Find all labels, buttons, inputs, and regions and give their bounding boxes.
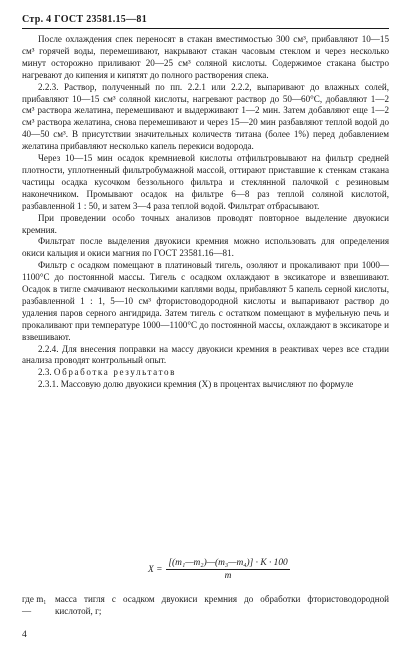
variable-description: масса тигля с осадком двуокиси кремния до обработки фтористоводородной кислотой, г; bbox=[55, 594, 389, 616]
section-number: 2.3. bbox=[38, 367, 54, 378]
formula-lhs: X = bbox=[148, 564, 163, 575]
variable-label: где m₁ — bbox=[22, 594, 47, 616]
section-title: Обработка результатов bbox=[53, 367, 177, 378]
paragraph-precise-analysis: При проведении особо точных анализов проводят повторное выделение двуокиси кремния. bbox=[22, 212, 389, 235]
paragraph-filtrate-use: Фильтрат после выделения двуокиси кремния можно использовать для определения окиси кальция и окиси магния по ГОСТ 23581.16—81. bbox=[22, 236, 389, 259]
page-number: 4 bbox=[22, 630, 27, 640]
formula-numerator: [(m₁—m₂)—(m₃—m₄)] · K · 100 bbox=[168, 558, 288, 568]
formula-fraction bbox=[166, 558, 289, 581]
paragraph-2-3-1: 2.3.1. Массовую долю двуокиси кремния (X) в процентах вычисляют по формуле bbox=[38, 379, 354, 390]
paragraph-spek: После охлаждения спек переносят в стакан вместимостью 300 см³, прибавляют 10—15 см³ горячей воды, перемешивают, накрывают стакан часовым стеклом и через несколько минут осторожно приливают 20—25 см³ соляной кислоты. Содержимое стакана быстро нагревают до кипения и кипятят до полного растворения спека. bbox=[22, 34, 389, 80]
header-rule bbox=[22, 28, 389, 29]
paragraph-2-2-4: 2.2.4. Для внесения поправки на массу двуокиси кремния в реактивах через все стадии анализа проводят контрольный опыт. bbox=[22, 343, 389, 366]
variable-definition bbox=[22, 594, 389, 618]
document-body bbox=[22, 34, 389, 391]
formula bbox=[148, 558, 290, 581]
paragraph-filtration: Через 10—15 мин осадок кремниевой кислоты отфильтровывают на фильтр средней плотности, уплотненный фильтробумажной массой, оттирают приставшие к стенкам стакана частицы осадка кусочком беззольного фильтра и стеклянной палочкой с резиновым наконечником. Промывают осадок на фильтре 6—8 раз теплой соляной кислотой, разбавленной 1 : 50, и затем 3—4 раза теплой водой. Фильтрат отбрасывают. bbox=[22, 153, 389, 211]
section-heading-2-3 bbox=[22, 367, 389, 379]
formula-denominator: m bbox=[224, 571, 232, 581]
paragraph-2-2-3: 2.2.3. Раствор, полученный по пп. 2.2.1 или 2.2.2, выпаривают до влажных солей, прибавляют 10—15 см³ соляной кислоты, нагревают раствор до 50—60°С, добавляют 1—2 см³ раствора желатина, перемешивают и выдерживают 1—2 мин. Затем добавляют еще 1—2 см³ раствора желатина, снова перемешивают и через 15—20 мин разбавляют теплой водой до 40—50 см³. В присутствии значительных количеств титана (более 1%) перед добавлением желатина прибавляют несколько капель перекиси водорода. bbox=[22, 81, 389, 152]
page-header: Стр. 4 ГОСТ 23581.15—81 bbox=[22, 14, 147, 25]
paragraph-crucible: Фильтр с осадком помещают в платиновый тигель, озоляют и прокаливают при 1000—1100°С до постоянной массы. Тигель с осадком охлаждают в эксикаторе и взвешивают. Осадок в тигле смачивают несколькими каплями воды, прибавляют 5 капель серной кислоты, разбавленной 1 : 1, 5—10 см³ фтористоводородной кислоты и выпаривают раствор до удаления паров серного ангидрида. Затем тигель с остатком помещают в муфельную печь и прокаливают при температуре 1000—1100°С до постоянной массы, охлаждают в эксикаторе и взвешивают. bbox=[22, 260, 389, 342]
